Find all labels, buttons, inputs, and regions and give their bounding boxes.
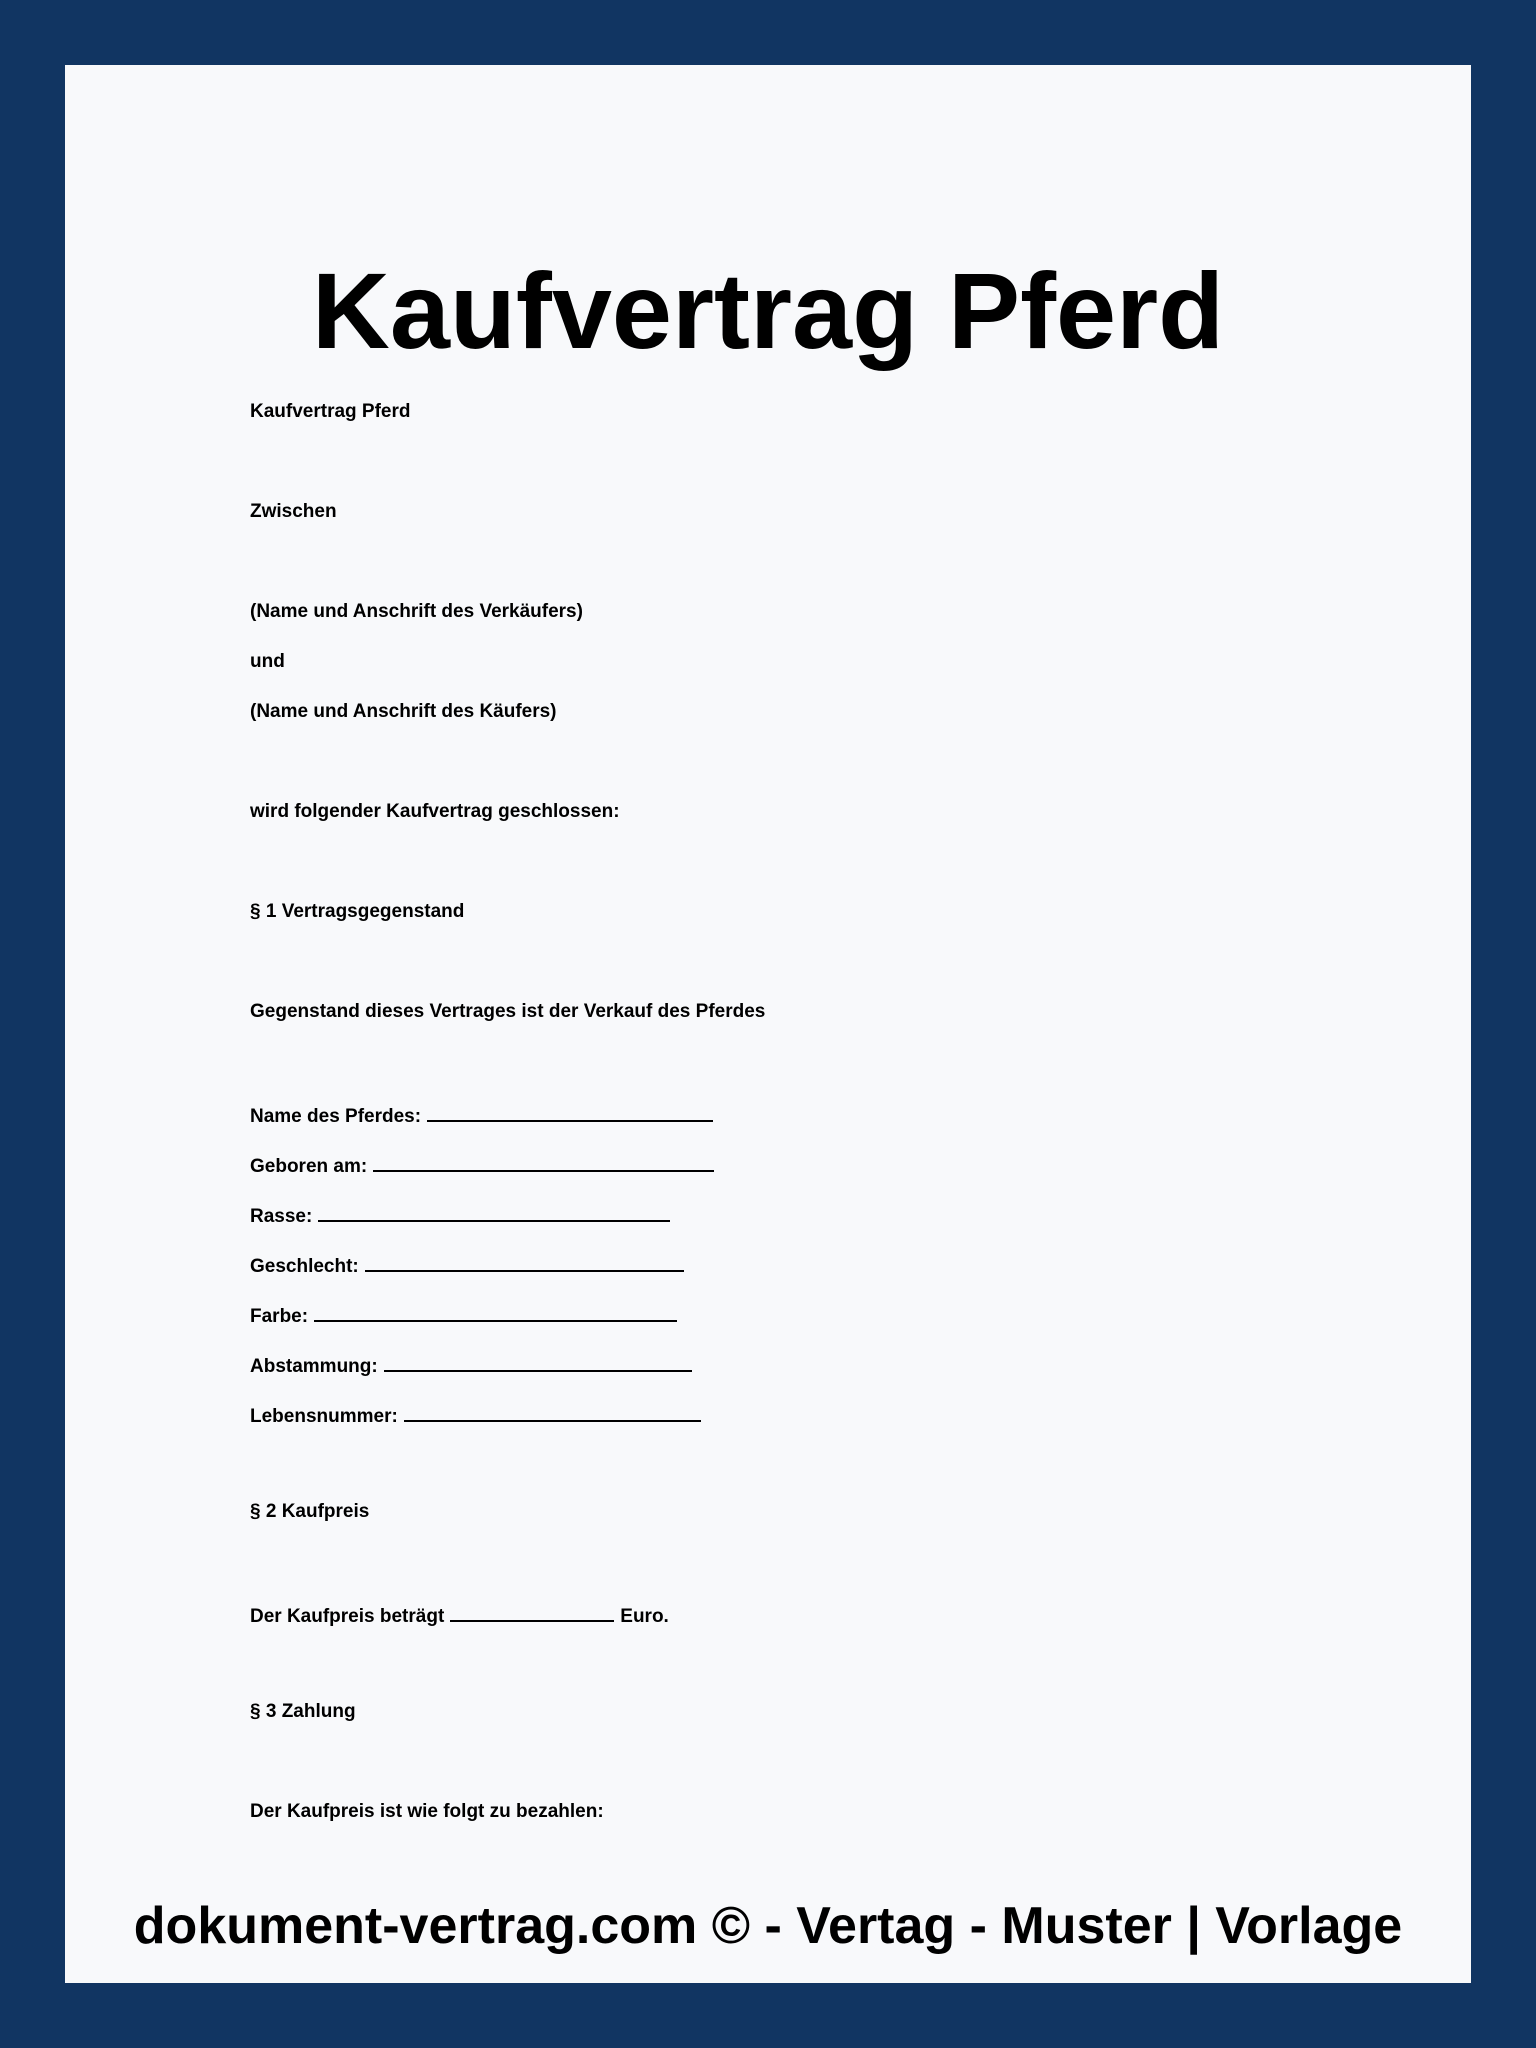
price-blank[interactable] bbox=[450, 1602, 614, 1622]
field-birth-date bbox=[250, 1152, 714, 1176]
footer-credit: dokument-vertrag.com © - Vertag - Muster | Vorlage bbox=[133, 1897, 1403, 1955]
seller-placeholder: (Name und Anschrift des Verkäufers) bbox=[250, 601, 583, 622]
breed-blank[interactable] bbox=[318, 1202, 670, 1222]
field-label: Geboren am: bbox=[250, 1156, 368, 1177]
life-number-blank[interactable] bbox=[404, 1402, 701, 1422]
document-page bbox=[65, 65, 1471, 1983]
field-horse-name bbox=[250, 1102, 713, 1126]
color-blank[interactable] bbox=[314, 1302, 677, 1322]
field-label: Geschlecht: bbox=[250, 1256, 359, 1277]
contract-intro: wird folgender Kaufvertrag geschlossen: bbox=[250, 801, 620, 822]
price-line bbox=[250, 1602, 669, 1626]
section-2-heading: § 2 Kaufpreis bbox=[250, 1501, 370, 1522]
field-label: Farbe: bbox=[250, 1306, 309, 1327]
horse-name-blank[interactable] bbox=[427, 1102, 713, 1122]
price-suffix: Euro. bbox=[620, 1606, 669, 1627]
and-text: und bbox=[250, 651, 285, 672]
field-label: Name des Pferdes: bbox=[250, 1106, 422, 1127]
payment-text: Der Kaufpreis ist wie folgt zu bezahlen: bbox=[250, 1801, 604, 1822]
field-sex bbox=[250, 1252, 684, 1276]
contract-heading: Kaufvertrag Pferd bbox=[250, 401, 411, 422]
subject-text: Gegenstand dieses Vertrages ist der Verkauf des Pferdes bbox=[250, 1001, 766, 1022]
field-label: Rasse: bbox=[250, 1206, 313, 1227]
field-life-number bbox=[250, 1402, 701, 1426]
buyer-placeholder: (Name und Anschrift des Käufers) bbox=[250, 701, 557, 722]
field-label: Lebensnummer: bbox=[250, 1406, 398, 1427]
field-pedigree bbox=[250, 1352, 692, 1376]
birth-date-blank[interactable] bbox=[373, 1152, 714, 1172]
section-3-heading: § 3 Zahlung bbox=[250, 1701, 356, 1722]
field-label: Abstammung: bbox=[250, 1356, 378, 1377]
price-prefix: Der Kaufpreis beträgt bbox=[250, 1606, 445, 1627]
sex-blank[interactable] bbox=[365, 1252, 684, 1272]
section-1-heading: § 1 Vertragsgegenstand bbox=[250, 901, 465, 922]
field-color bbox=[250, 1302, 677, 1326]
between-text: Zwischen bbox=[250, 501, 337, 522]
pedigree-blank[interactable] bbox=[384, 1352, 692, 1372]
field-breed bbox=[250, 1202, 670, 1226]
document-title: Kaufvertrag Pferd bbox=[311, 250, 1225, 371]
